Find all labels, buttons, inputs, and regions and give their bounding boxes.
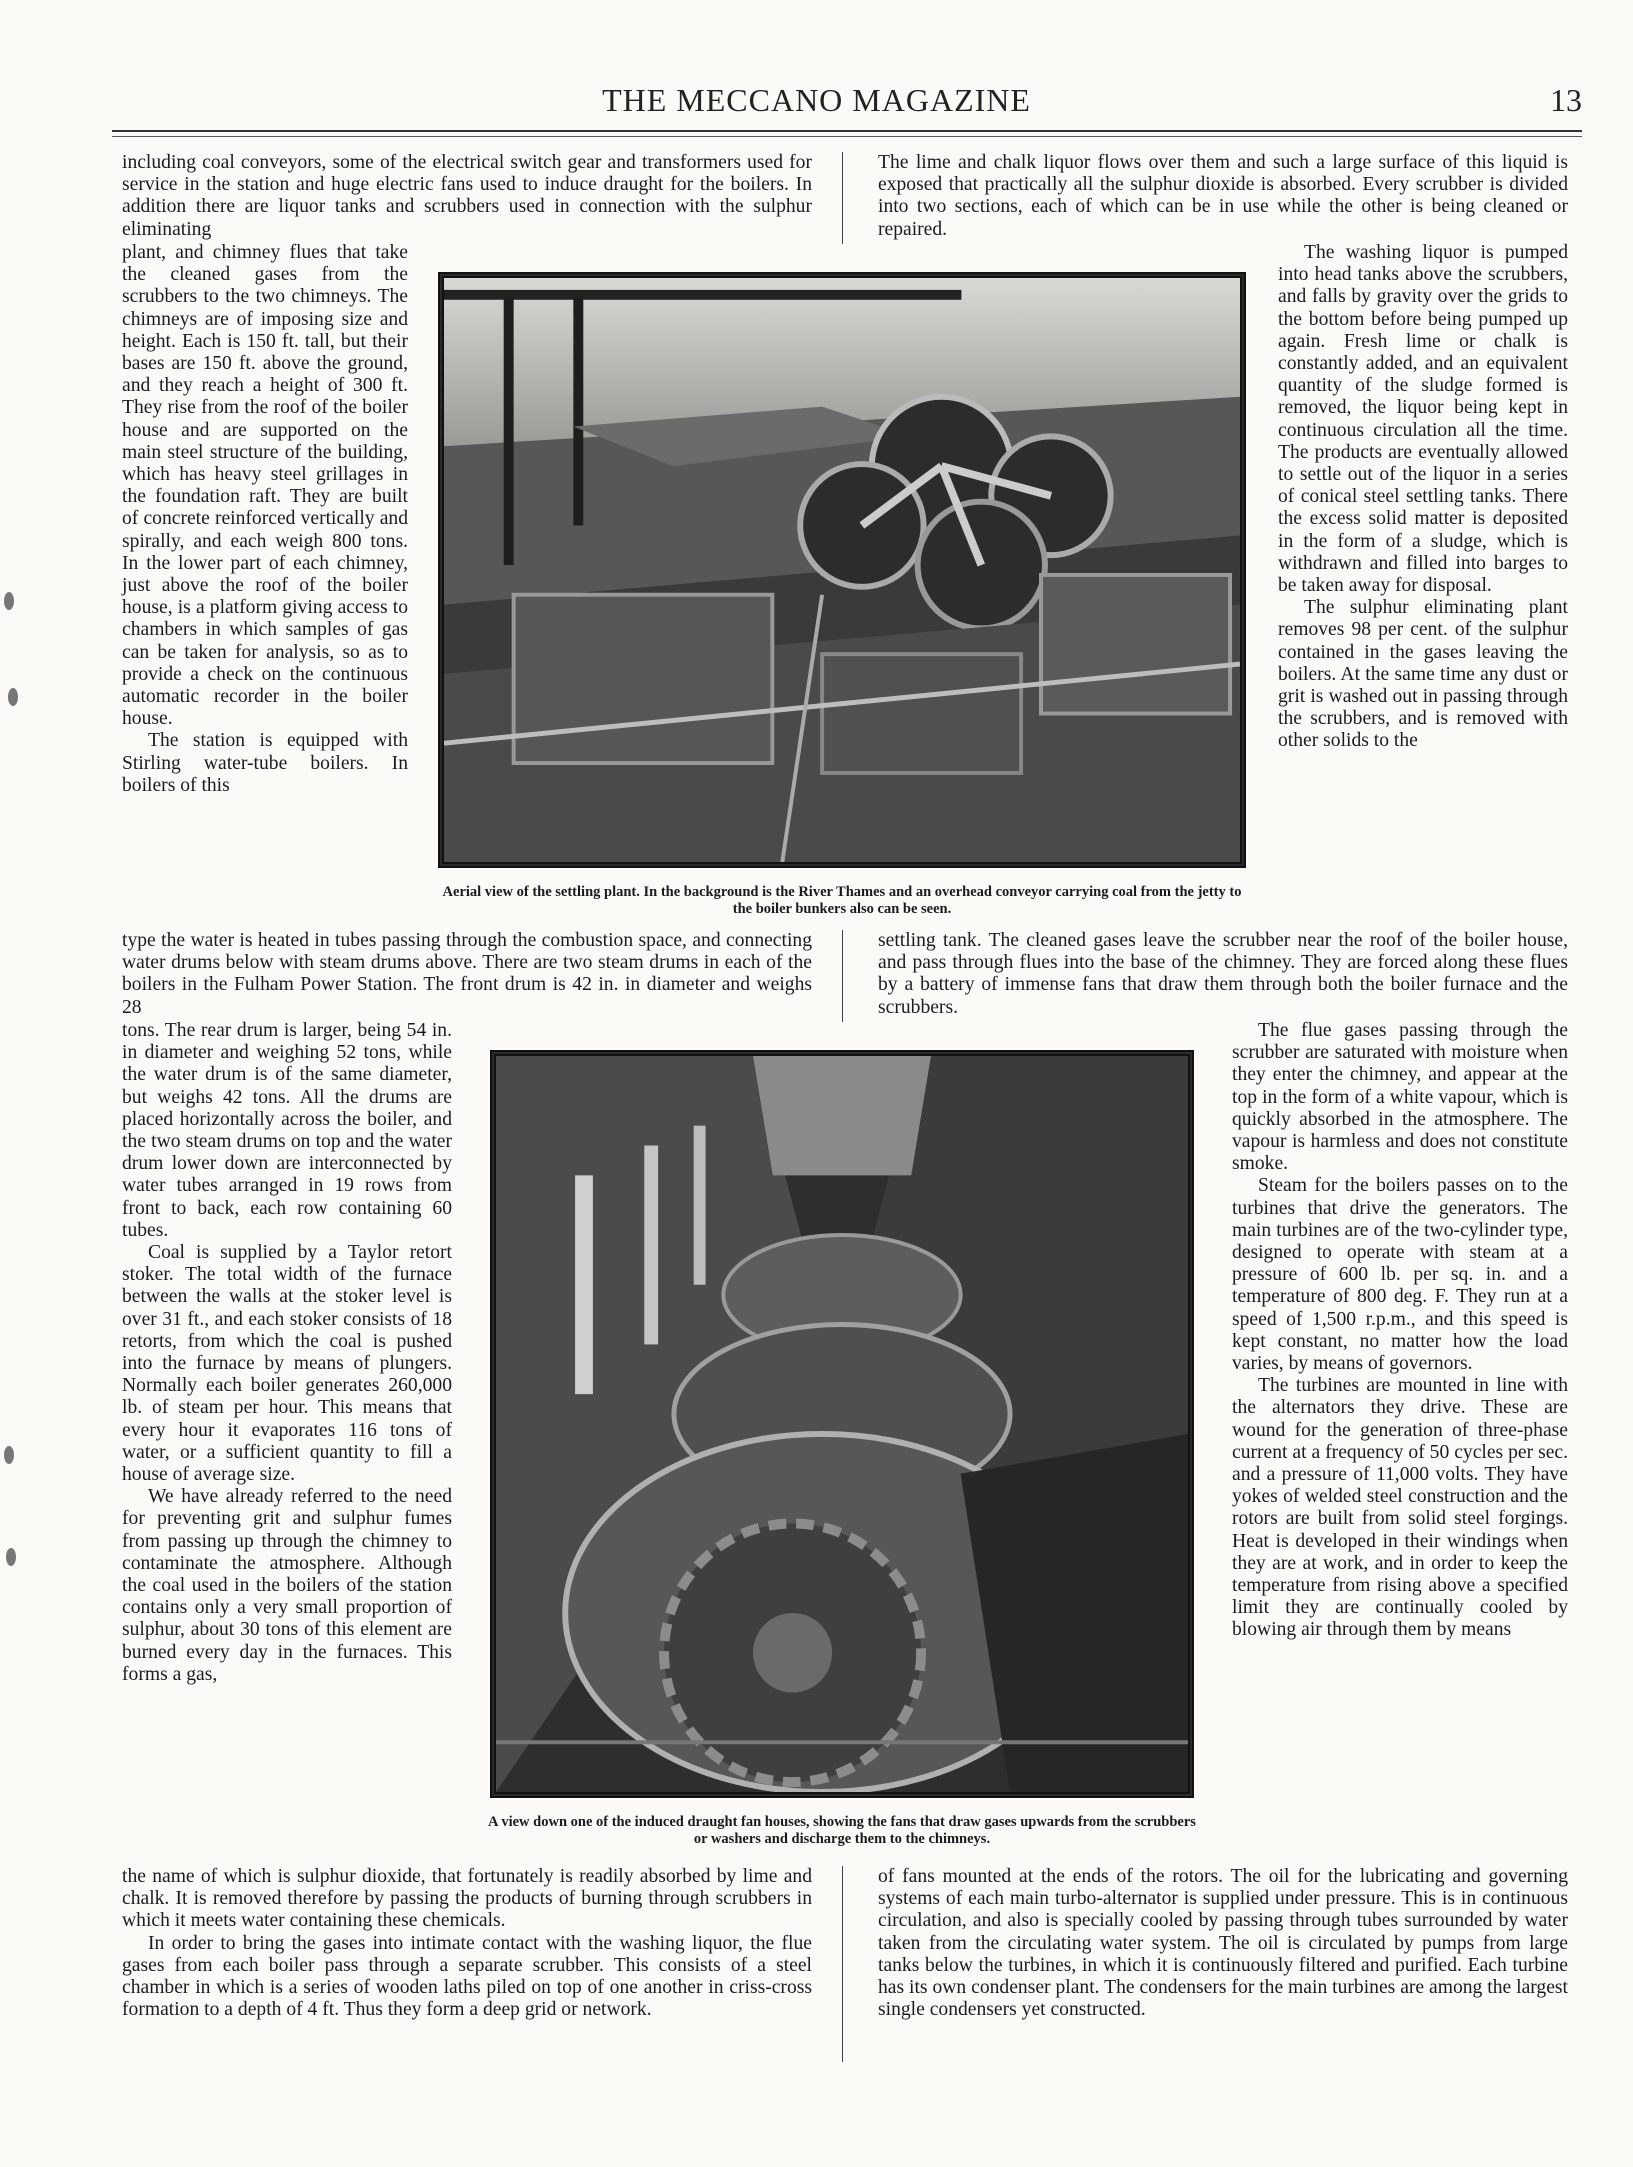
running-title: THE MECCANO MAGAZINE [602,82,1031,118]
paragraph: The turbines are mounted in line with the alternators they drive. These are wound for the generation of three-phase current at a frequency of 50 cycles per sec. and a pressure of 11,000 volts. They have yokes of welded steel construction and the rotors are built from solid steel forgings. Heat is developed in their windings when they are at work, and in order to keep the temperature from rising above a specified limit they are continually cooled by blowing air through them by means [1232,1375,1568,1641]
paragraph: plant, and chimney flues that take the cleaned gases from the scrubbers to the two chimneys. The chimneys are of imposing size and height. Each is 150 ft. tall, but their bases are 150 ft. above the ground, and they reach a height of 300 ft. They rise from the roof of the boiler house and are supported on the main steel structure of the building, which has heavy steel grillages in the foundation raft. They are built of concrete reinforced vertically and spirally, and each weigh 800 tons. In the lower part of each chimney, just above the roof of the boiler house, is a platform giving access to chambers in which samples of gas can be taken for analysis, so as to provide a check on the continuous automatic recorder in the boiler house. [122,242,408,730]
figure-caption: A view down one of the induced draught fan houses, showing the fans that draw gases upwards from the scrubbers or washers and discharge them to the chimneys. [488,1814,1196,1847]
paragraph: the name of which is sulphur dioxide, that fortunately is readily absorbed by lime and chalk. It is removed therefore by passing the products of burning through scrubbers in which it meets water containing these chemicals. [122,1866,812,1932]
binding-hole-mark [4,592,14,610]
column-top-right [878,152,1568,241]
column-left-narrow-2 [122,1020,452,1686]
paragraph: Coal is supplied by a Taylor retort stoker. The total width of the furnace between the walls at the stoker level is over 31 ft., and each stoker consists of 18 retorts, from which the coal is pushed into the furnace by means of plungers. Normally each boiler generates 260,000 lb. of steam per hour. This means that every hour it evaporates 116 tons of water, or a sufficient quantity to fill a house of average size. [122,1242,452,1486]
paragraph: type the water is heated in tubes passing through the combustion space, and connecting water drums below with steam drums above. There are two steam drums in each of the boilers in the Fulham Power Station. The front drum is 42 in. in diameter and weighs 28 [122,930,812,1018]
column-right-narrow-2 [1232,1020,1568,1642]
aerial-photo-icon [444,278,1240,862]
header-rule-thin [112,136,1582,137]
paragraph: The flue gases passing through the scrubber are saturated with moisture when they enter the chimney, and appear at the top in the form of a white vapour, which is quickly absorbed in the atmosphere. The vapour is harmless and does not constitute smoke. [1232,1020,1568,1175]
header-rule [112,130,1582,132]
binding-hole-mark [4,1446,14,1464]
paragraph: Steam for the boilers passes on to the turbines that drive the generators. The main turbines are of the two-cylinder type, designed to operate with steam at a pressure of 600 lb. per sq. in. and a temperature of 800 deg. F. They run at a speed of 1,500 r.p.m., and this speed is kept constant, no matter how the load varies, by means of governors. [1232,1175,1568,1375]
binding-hole-mark [6,1548,16,1566]
column-top-left [122,152,812,241]
column-divider [842,930,843,1022]
fan-house-photo [490,1050,1194,1798]
aerial-photo [438,272,1246,868]
page-number: 13 [1550,82,1582,118]
paragraph: The station is equipped with Stirling water-tube boilers. In boilers of this [122,730,408,796]
paragraph: The sulphur eliminating plant removes 98 per cent. of the sulphur contained in the gases leaving the boilers. At the same time any dust or grit is washed out in passing through the scrubbers, and is removed with other solids to the [1278,597,1568,752]
paragraph: We have already referred to the need for preventing grit and sulphur fumes from passing up through the chimney to contaminate the atmosphere. Although the coal used in the boilers of the station contains only a very small proportion of sulphur, about 30 tons of this element are burned every day in the furnaces. This forms a gas, [122,1486,452,1685]
paragraph: In order to bring the gases into intimate contact with the washing liquor, the flue gases from each boiler pass through a separate scrubber. This consists of a steel chamber in which is a series of wooden laths piled on top of one another in criss-cross formation to a depth of 4 ft. Thus they form a deep grid or network. [122,1932,812,2021]
column-mid-right [878,930,1568,1019]
column-right-narrow-1 [1278,242,1568,753]
paragraph: including coal conveyors, some of the electrical switch gear and transformers used for service in the station and huge electric fans used to induce draught for the boilers. In addition there are liquor tanks and scrubbers used in connection with the sulphur eliminating [122,152,812,240]
column-bottom-left [122,1866,812,2021]
column-divider [842,152,843,244]
column-bottom-right [878,1866,1568,2021]
figure-caption: Aerial view of the settling plant. In the background is the River Thames and an overhead conveyor carrying coal from the jetty to the boiler bunkers also can be seen. [442,884,1242,917]
column-divider [842,1866,843,2062]
paragraph: tons. The rear drum is larger, being 54 in. in diameter and weighing 52 tons, while the water drum is of the same diameter, but weighs 42 tons. All the drums are placed horizontally across the boiler, and the two steam drums on top and the water drum lower down are interconnected by water tubes arranged in 19 rows from front to back, each row containing 60 tubes. [122,1020,452,1241]
column-mid-left [122,930,812,1019]
paragraph: of fans mounted at the ends of the rotors. The oil for the lubricating and governing systems of each main turbo-alternator is supplied under pressure. This is in continuous circulation, and also is specially cooled by passing through tubes surrounded by water taken from the circulating water system. The oil is circulated by pumps from large tanks below the turbines, in which it is continuously filtered and purified. Each turbine has its own condenser plant. The condensers for the main turbines are among the largest single condensers yet constructed. [878,1866,1568,2021]
column-left-narrow-1 [122,242,408,797]
paragraph: The lime and chalk liquor flows over them and such a large surface of this liquid is exposed that practically all the sulphur dioxide is absorbed. Every scrubber is divided into two sections, each of which can be in use while the other is being cleaned or repaired. [878,152,1568,240]
paragraph: The washing liquor is pumped into head tanks above the scrubbers, and falls by gravity over the grids to the bottom before being pumped up again. Fresh lime or chalk is constantly added, and an equivalent quantity of the sludge formed is removed, the liquor being kept in continuous circulation all the time. The products are eventually allowed to settle out of the liquor in a series of conical steel settling tanks. There the excess solid matter is deposited in the form of a sludge, which is withdrawn and filled into barges to be taken away for disposal. [1278,242,1568,597]
paragraph: settling tank. The cleaned gases leave the scrubber near the roof of the boiler house, and pass through flues into the base of the chimney. They are forced along these flues by a battery of immense fans that draw them through both the boiler furnace and the scrubbers. [878,930,1568,1018]
binding-hole-mark [8,688,18,706]
fan-house-photo-icon [496,1056,1188,1792]
